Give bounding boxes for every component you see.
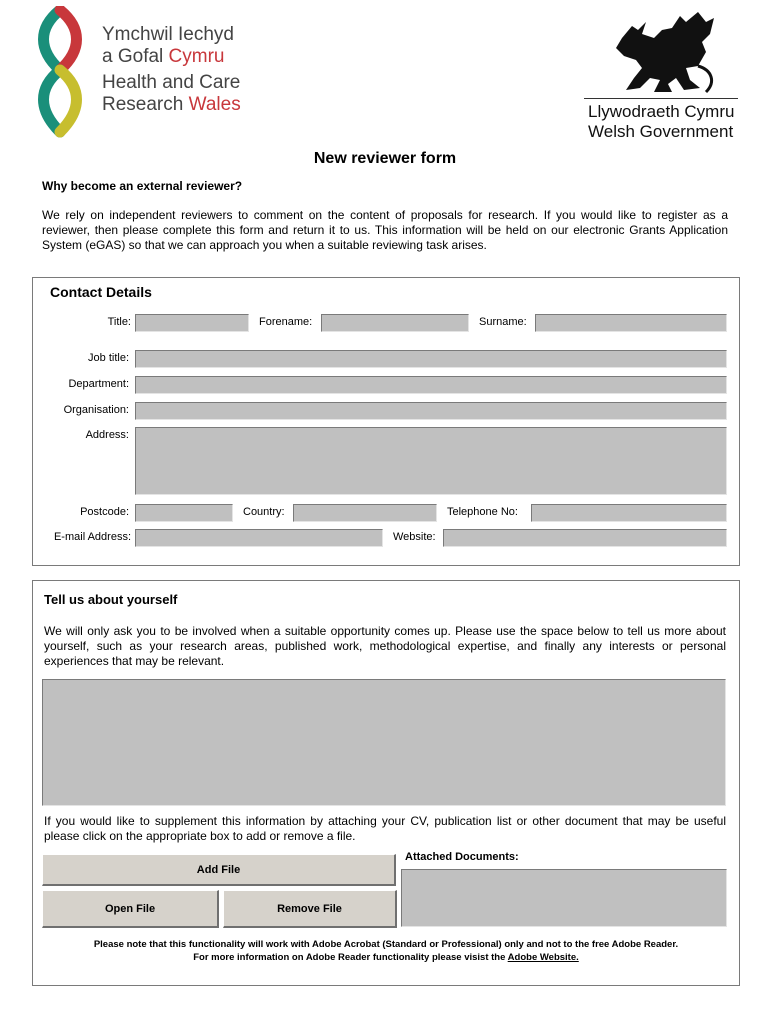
why-heading: Why become an external reviewer? [42, 179, 243, 193]
surname-field[interactable] [535, 314, 727, 332]
department-field[interactable] [135, 376, 727, 394]
contact-details-section [32, 277, 740, 566]
hcrw-line4b: Wales [188, 94, 241, 115]
about-yourself-field[interactable] [42, 679, 726, 806]
organisation-field[interactable] [135, 402, 727, 420]
wg-line2: Welsh Government [588, 122, 734, 141]
address-label: Address: [85, 429, 129, 441]
department-label: Department: [68, 378, 129, 390]
about-intro: We will only ask you to be involved when a suitable opportunity comes up. Please use the space below to tell us more about yourself, such as your research areas, published work, methodological expertise, and finally any interests or personal experiences that may be relevant. [44, 624, 726, 668]
postcode-label: Postcode: [80, 506, 129, 518]
title-label: Title: [107, 316, 131, 328]
contact-heading: Contact Details [50, 284, 152, 300]
forename-label: Forename: [259, 316, 313, 328]
supplement-text: If you would like to supplement this information by attaching your CV, publication list or other document that may be useful please click on the appropriate box to add or remove a file. [44, 814, 726, 843]
dragon-icon [602, 8, 722, 96]
telephone-field[interactable] [531, 504, 727, 522]
about-heading: Tell us about yourself [44, 592, 178, 607]
remove-file-button[interactable] [223, 890, 397, 928]
hcrw-line2a: a Gofal [102, 46, 169, 67]
page-title: New reviewer form [313, 150, 457, 167]
open-file-button[interactable] [42, 890, 219, 928]
organisation-label: Organisation: [63, 404, 129, 416]
remove-file-label: Remove File [277, 902, 342, 915]
about-section [32, 580, 740, 986]
welsh-government-logo [580, 6, 740, 146]
hcrw-line3: Health and Care [102, 72, 241, 93]
hcrw-line4a: Research [102, 94, 189, 115]
forename-field[interactable] [321, 314, 469, 332]
hcrw-line1: Ymchwil Iechyd [102, 24, 234, 45]
hcrw-logo [30, 6, 260, 138]
adobe-website-link[interactable]: Adobe Website. [507, 952, 579, 963]
helix-icon [30, 6, 90, 138]
attached-documents-label: Attached Documents: [405, 851, 519, 863]
website-field[interactable] [443, 529, 727, 547]
open-file-label: Open File [104, 902, 156, 915]
country-label: Country: [243, 506, 285, 518]
add-file-label: Add File [196, 863, 241, 876]
postcode-field[interactable] [135, 504, 233, 522]
hcrw-line2b: Cymru [168, 46, 225, 67]
add-file-button[interactable] [42, 854, 396, 886]
surname-label: Surname: [479, 316, 527, 328]
title-field[interactable] [135, 314, 249, 332]
job-title-field[interactable] [135, 350, 727, 368]
job-title-label: Job title: [88, 352, 129, 364]
attached-documents-list[interactable] [401, 869, 727, 927]
email-field[interactable] [135, 529, 383, 547]
note-line2: For more information on Adobe Reader functionality please visist the [193, 952, 508, 963]
country-field[interactable] [293, 504, 437, 522]
intro-paragraph: We rely on independent reviewers to comment on the content of proposals for research. If you would like to register as a reviewer, then please complete this form and return it to us. This information will be held on our electronic Grants Application System (eGAS) so that we can approach you when a suitable reviewing task arises. [42, 208, 728, 252]
note-line1: Please note that this functionality will work with Adobe Acrobat (Standard or Professional) only and not to the free Adobe Reader. [93, 939, 679, 950]
telephone-label: Telephone No: [447, 506, 518, 518]
website-label: Website: [393, 531, 436, 543]
wg-line1: Llywodraeth Cymru [588, 102, 735, 121]
email-label: E-mail Address: [53, 531, 131, 543]
address-field[interactable] [135, 427, 727, 495]
